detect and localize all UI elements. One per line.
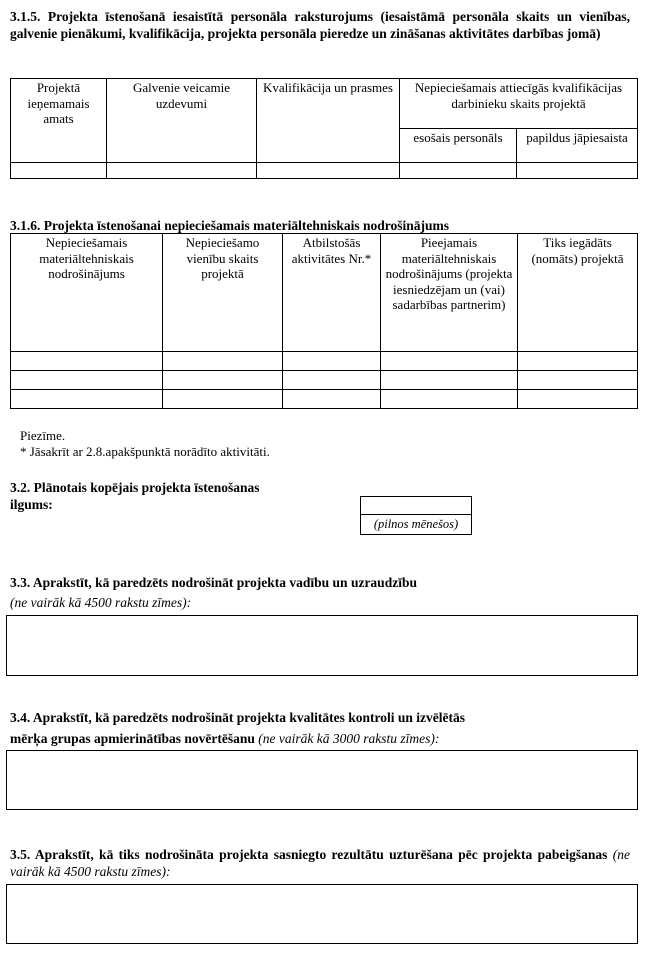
table-cell[interactable] — [11, 163, 107, 179]
table-row — [11, 352, 638, 371]
section-33-title: 3.3. Aprakstīt, kā paredzēts nodrošināt projekta vadību un uzraudzību — [10, 575, 417, 590]
table-cell[interactable] — [11, 371, 163, 390]
section-34-title-line1: 3.4. Aprakstīt, kā paredzēts nodrošināt projekta kvalitātes kontroli un izvēlētās — [10, 710, 466, 725]
table-row — [11, 390, 638, 409]
table-cell[interactable] — [518, 371, 638, 390]
section-315-title: 3.1.5. Projekta īstenošanā iesaistītā personāla raksturojums (iesaistāmā personāla skaits un vienības, galvenie pienākumi, kvalifikācija, projekta personāla pieredze un zināšanas aktivitātes darbības jomā) — [10, 9, 630, 41]
section-32-title-line2: ilgums: — [10, 497, 53, 512]
table-cell[interactable] — [283, 352, 381, 371]
col-staff-count: Nepieciešamais attiecīgās kvalifikācijas darbinieku skaits projektā — [400, 79, 638, 129]
table-cell[interactable] — [283, 390, 381, 409]
personnel-table — [10, 78, 638, 179]
table-cell[interactable] — [107, 163, 257, 179]
table-cell[interactable] — [163, 390, 283, 409]
section-32-title-line1: 3.2. Plānotais kopējais projekta īstenošanas — [10, 480, 260, 495]
table-cell[interactable] — [518, 352, 638, 371]
material-table — [10, 233, 638, 409]
table-cell[interactable] — [517, 163, 638, 179]
section-34-title-line2: mērķa grupas apmierinātības novērtēšanu — [10, 731, 255, 746]
col-qualification: Kvalifikācija un prasmes — [257, 79, 400, 163]
section-34-line2 — [10, 730, 439, 747]
table-cell[interactable] — [381, 390, 518, 409]
duration-input[interactable] — [360, 496, 472, 515]
section-33-limit: (ne vairāk kā 4500 rakstu zīmes): — [10, 595, 192, 610]
col-to-acquire: Tiks iegādāts (nomāts) projektā — [518, 234, 638, 352]
table-cell[interactable] — [518, 390, 638, 409]
section-316-title: 3.1.6. Projekta īstenošanai nepieciešamais materiāltehniskais nodrošinājums — [10, 218, 450, 233]
table-row — [11, 163, 638, 179]
col-tasks: Galvenie veicamie uzdevumi — [107, 79, 257, 163]
table-cell[interactable] — [381, 371, 518, 390]
section-34-limit: (ne vairāk kā 3000 rakstu zīmes): — [258, 731, 440, 746]
section-35-header — [10, 846, 630, 880]
col-available: Pieejamais materiāltehniskais nodrošinājums (projekta iesniedzējam un (vai) sadarbības partnerim) — [381, 234, 518, 352]
table-row — [11, 371, 638, 390]
table-cell[interactable] — [11, 390, 163, 409]
col-position: Projektā ieņemamais amats — [11, 79, 107, 163]
sustainability-textarea[interactable] — [6, 884, 638, 944]
table-cell[interactable] — [400, 163, 517, 179]
note-text: * Jāsakrīt ar 2.8.apakšpunktā norādīto aktivitāti. — [20, 444, 270, 459]
table-cell[interactable] — [257, 163, 400, 179]
duration-unit: (pilnos mēnešos) — [373, 517, 459, 531]
table-cell[interactable] — [163, 371, 283, 390]
duration-unit-cell — [360, 514, 472, 535]
table-cell[interactable] — [381, 352, 518, 371]
section-35-limit: (ne vairāk kā 4500 rakstu zīmes): — [10, 847, 630, 879]
col-existing-staff: esošais personāls — [400, 129, 517, 163]
col-units: Nepieciešamo vienību skaits projektā — [163, 234, 283, 352]
management-textarea[interactable] — [6, 615, 638, 676]
note-label: Piezīme. — [20, 428, 66, 443]
col-material: Nepieciešamais materiāltehniskais nodrošinājums — [11, 234, 163, 352]
table-cell[interactable] — [283, 371, 381, 390]
col-activity-nr: Atbilstošās aktivitātes Nr.* — [283, 234, 381, 352]
table-cell[interactable] — [163, 352, 283, 371]
table-cell[interactable] — [11, 352, 163, 371]
col-additional-staff: papildus jāpiesaista — [517, 129, 638, 163]
quality-textarea[interactable] — [6, 750, 638, 810]
section-35-title: 3.5. Aprakstīt, kā tiks nodrošināta projekta sasniegto rezultātu uzturēšana pēc projekta pabeigšanas — [10, 847, 608, 862]
